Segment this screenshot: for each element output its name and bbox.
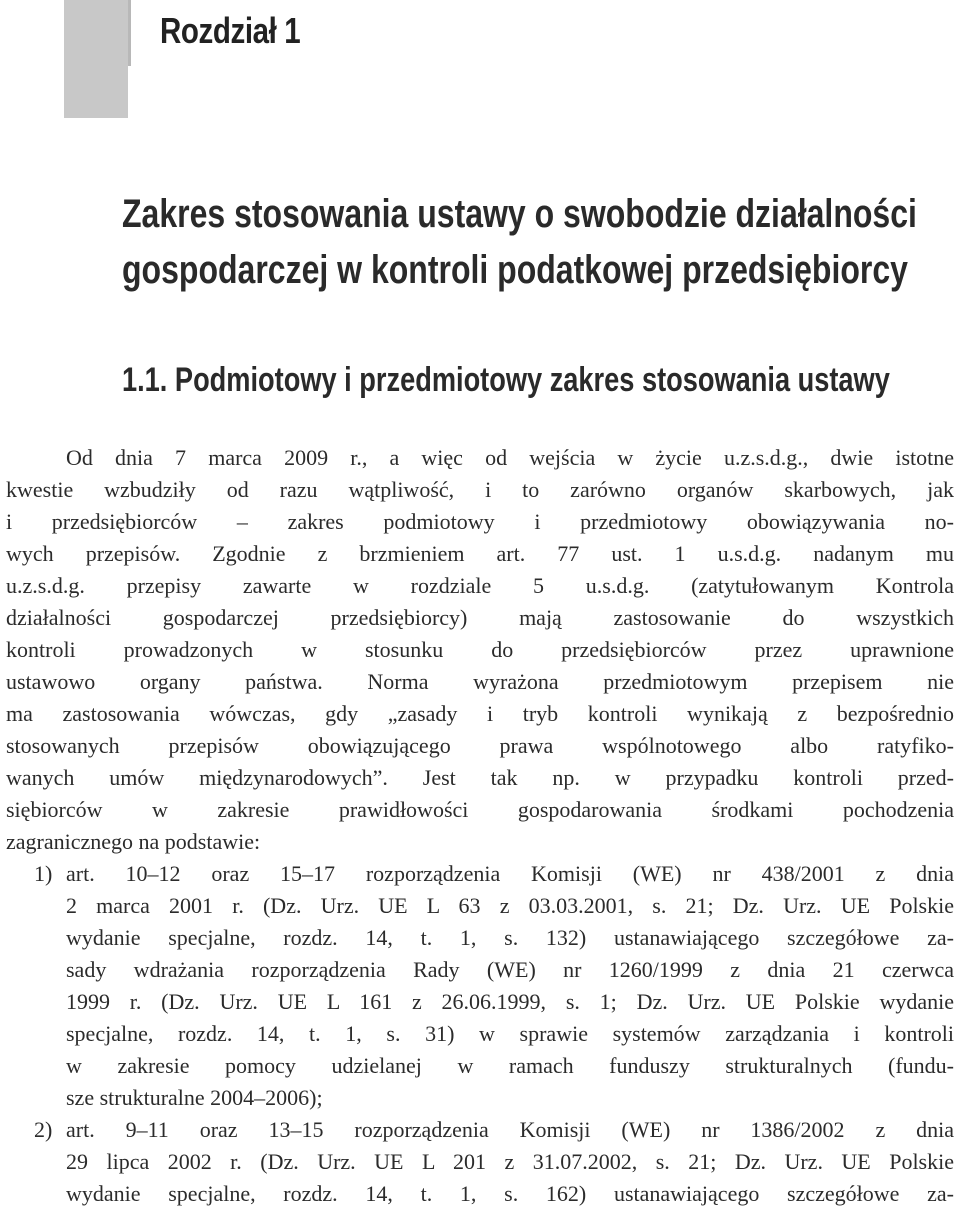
list-line: sady wdrażania rozporządzenia Rady (WE) nr 1260/1999 z dnia 21 czerwca [66, 957, 954, 982]
list-line: w zakresie pomocy udzielanej w ramach funduszy strukturalnych (fundu- [66, 1053, 954, 1078]
list-line: 29 lipca 2002 r. (Dz. Urz. UE L 201 z 31.07.2002, s. 21; Dz. Urz. UE Polskie [66, 1149, 954, 1174]
paragraph-line: u.z.s.d.g. przepisy zawarte w rozdziale 5 u.s.d.g. (zatytułowanym Kontrola [6, 573, 954, 598]
paragraph-line: siębiorców w zakresie prawidłowości gospodarowania środkami pochodzenia [6, 797, 954, 822]
list-line: art. 9–11 oraz 13–15 rozporządzenia Komisji (WE) nr 1386/2002 z dnia [66, 1117, 954, 1142]
list-line: sze strukturalne 2004–2006); [66, 1085, 323, 1110]
chapter-marker-block [64, 0, 128, 118]
paragraph-line: ustawowo organy państwa. Norma wyrażona przedmiotowym przepisem nie [6, 669, 954, 694]
list-line: 1999 r. (Dz. Urz. UE L 161 z 26.06.1999, s. 1; Dz. Urz. UE Polskie wydanie [66, 989, 954, 1014]
list-line: specjalne, rozdz. 14, t. 1, s. 31) w sprawie systemów zarządzania i kontroli [66, 1021, 954, 1046]
list-line: art. 10–12 oraz 15–17 rozporządzenia Komisji (WE) nr 438/2001 z dnia [66, 861, 954, 886]
paragraph-line: wych przepisów. Zgodnie z brzmieniem art. 77 ust. 1 u.s.d.g. nadanym mu [6, 541, 954, 566]
body-text [6, 442, 954, 1210]
chapter-title [122, 186, 922, 298]
paragraph-line: i przedsiębiorców – zakres podmiotowy i przedmiotowy obowiązywania no- [6, 509, 954, 534]
paragraph-line: zagranicznego na podstawie: [6, 829, 261, 854]
chapter-divider [128, 0, 131, 66]
paragraph-line: stosowanych przepisów obowiązującego prawa wspólnotowego albo ratyfiko- [6, 733, 954, 758]
paragraph-line: ma zastosowania wówczas, gdy „zasady i tryb kontroli wynikają z bezpośrednio [6, 701, 954, 726]
paragraph-line: Od dnia 7 marca 2009 r., a więc od wejścia w życie u.z.s.d.g., dwie istotne [66, 445, 954, 470]
paragraph-line: działalności gospodarczej przedsiębiorcy) mają zastosowanie do wszystkich [6, 605, 954, 630]
list-line: wydanie specjalne, rozdz. 14, t. 1, s. 162) ustanawiającego szczegółowe za- [66, 1181, 954, 1206]
list-line: wydanie specjalne, rozdz. 14, t. 1, s. 132) ustanawiającego szczegółowe za- [66, 925, 954, 950]
chapter-title-line: Zakres stosowania ustawy o swobodzie działalności [122, 192, 917, 236]
chapter-title-line: gospodarczej w kontroli podatkowej przedsiębiorcy [122, 248, 908, 292]
list-item [6, 858, 954, 1114]
list-number: 2) [34, 1117, 53, 1142]
list-number: 1) [34, 861, 53, 886]
section-title: 1.1. Podmiotowy i przedmiotowy zakres stosowania ustawy [122, 361, 890, 399]
paragraph-line: kwestie wzbudziły od razu wątpliwość, i to zarówno organów skarbowych, jak [6, 477, 954, 502]
chapter-label: Rozdział 1 [160, 10, 301, 51]
paragraph-line: kontroli prowadzonych w stosunku do przedsiębiorców przez uprawnione [6, 637, 954, 662]
paragraph [6, 442, 954, 858]
list-item [6, 1114, 954, 1210]
paragraph-line: wanych umów międzynarodowych”. Jest tak np. w przypadku kontroli przed- [6, 765, 954, 790]
list-line: 2 marca 2001 r. (Dz. Urz. UE L 63 z 03.03.2001, s. 21; Dz. Urz. UE Polskie [66, 893, 954, 918]
